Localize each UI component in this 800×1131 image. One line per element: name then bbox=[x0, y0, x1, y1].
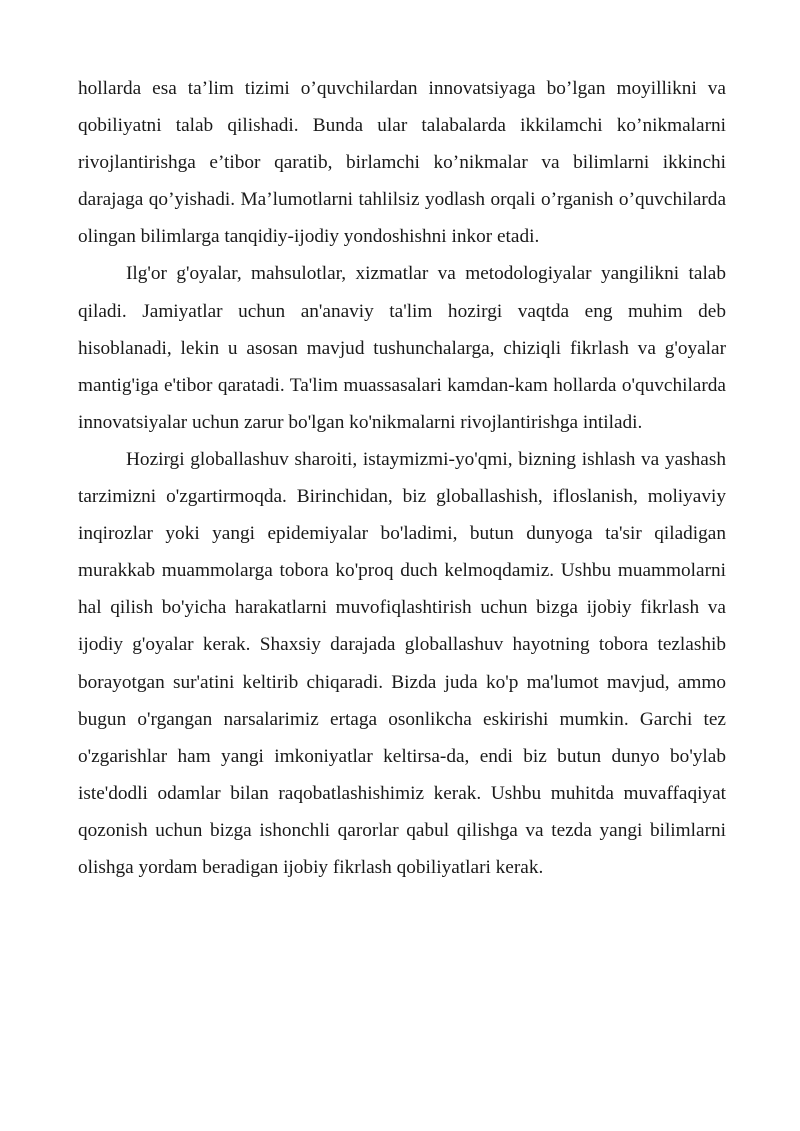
paragraph-continuation: hollarda esa ta’lim tizimi o’quvchilardan innovatsiyaga bo’lgan moyillikni va qobiliyatni talab qilishadi. Bunda ular talabalarda ikkilamchi ko’nikmalarni rivojlantirishga e’tibor qaratib, birlamchi ko’nikmalar va bilimlarni ikkinchi darajaga qo’yishadi. Ma’lumotlarni tahlilsiz yodlash orqali o’rganish o’quvchilarda olingan bilimlarga tanqidiy-ijodiy yondoshishni inkor etadi. bbox=[78, 78, 726, 248]
document-page bbox=[78, 70, 726, 886]
paragraph-globalization: Hozirgi globallashuv sharoiti, istaymizmi-yo'qmi, bizning ishlash va yashash tarzimizni o'zgartirmoqda. Birinchidan, biz globallashish, ifloslanish, moliyaviy inqirozlar yoki yangi epidemiyalar bo'ladimi, butun dunyoga ta'sir qiladigan murakkab muammolarga tobora ko'proq duch kelmoqdamiz. Ushbu muammolarni hal qilish bo'yicha harakatlarni muvofiqlashtirish uchun bizga ijobiy fikrlash va ijodiy g'oyalar kerak. Shaxsiy darajada globallashuv hayotning tobora tezlashib borayotgan sur'atini keltirib chiqaradi. Bizda juda ko'p ma'lumot mavjud, ammo bugun o'rgangan narsalarimiz ertaga osonlikcha eskirishi mumkin. Garchi tez o'zgarishlar ham yangi imkoniyatlar keltirsa-da, endi biz butun dunyo bo'ylab iste'dodli odamlar bilan raqobatlashishimiz kerak. Ushbu muhitda muvaffaqiyat qozonish uchun bizga ishonchli qarorlar qabul qilishga va tezda yangi bilimlarni olishga yordam beradigan ijobiy fikrlash qobiliyatlari kerak. bbox=[78, 448, 726, 878]
paragraph-innovation: Ilg'or g'oyalar, mahsulotlar, xizmatlar va metodologiyalar yangilikni talab qiladi. Jamiyatlar uchun an'anaviy ta'lim hozirgi vaqtda eng muhim deb hisoblanadi, lekin u asosan mavjud tushunchalarga, chiziqli fikrlash va g'oyalar mantig'iga e'tibor qaratadi. Ta'lim muassasalari kamdan-kam hollarda o'quvchilarda innovatsiyalar uchun zarur bo'lgan ko'nikmalarni rivojlantirishga intiladi. bbox=[78, 263, 726, 433]
